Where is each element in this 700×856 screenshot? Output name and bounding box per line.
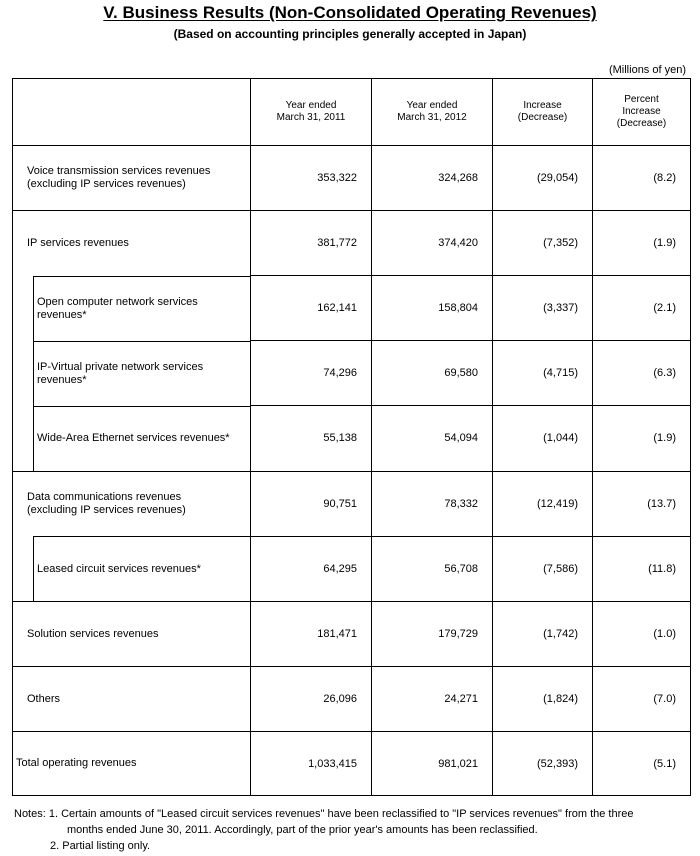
cell-percent: (7.0) (593, 667, 691, 732)
cell-2011: 381,772 (251, 211, 372, 276)
cell-2011: 64,295 (251, 536, 372, 602)
table-header-row (13, 79, 691, 146)
revenue-table (12, 78, 691, 796)
cell-2012: 374,420 (372, 211, 493, 276)
row-label: Others (13, 667, 251, 732)
cell-increase: (3,337) (493, 276, 593, 341)
notes (14, 806, 634, 854)
cell-increase: (1,824) (493, 667, 593, 732)
table-row (13, 536, 691, 602)
header-blank (13, 79, 251, 146)
table-row (13, 276, 691, 341)
header-percent: Percent Increase (Decrease) (593, 79, 691, 146)
table-row (13, 406, 691, 472)
cell-increase: (12,419) (493, 471, 593, 536)
cell-percent: (2.1) (593, 276, 691, 341)
units-label: (Millions of yen) (608, 64, 686, 76)
table-row (13, 341, 691, 406)
header-year-2011: Year ended March 31, 2011 (251, 79, 372, 146)
cell-increase: (52,393) (493, 732, 593, 796)
cell-percent: (11.8) (593, 536, 691, 602)
table-row (13, 602, 691, 667)
cell-2011: 90,751 (251, 471, 372, 536)
table-row (13, 211, 691, 276)
cell-percent: (13.7) (593, 471, 691, 536)
cell-2012: 981,021 (372, 732, 493, 796)
table-row (13, 146, 691, 211)
cell-percent: (1.9) (593, 406, 691, 472)
cell-percent: (1.9) (593, 211, 691, 276)
row-label: Total operating revenues (13, 732, 251, 796)
note-1-line-2: months ended June 30, 2011. Accordingly, part of the prior year's amounts has been reclassified. (67, 824, 538, 836)
header-increase: Increase (Decrease) (493, 79, 593, 146)
row-label: IP services revenues (13, 211, 251, 276)
table-row (13, 471, 691, 536)
cell-percent: (5.1) (593, 732, 691, 796)
note-2: 2. Partial listing only. (50, 840, 151, 852)
cell-increase: (1,742) (493, 602, 593, 667)
cell-2011: 353,322 (251, 146, 372, 211)
note-1-line-1: Notes: 1. Certain amounts of "Leased circuit services revenues" have been reclassified to "IP services revenues" from the three (14, 808, 634, 820)
row-label: Open computer network services revenues* (13, 276, 251, 341)
cell-2012: 78,332 (372, 471, 493, 536)
table-row-total (13, 732, 691, 796)
row-label: Leased circuit services revenues* (13, 536, 251, 602)
cell-2012: 179,729 (372, 602, 493, 667)
cell-2012: 24,271 (372, 667, 493, 732)
page-title: V. Business Results (Non-Consolidated Operating Revenues) (103, 3, 597, 22)
row-label: Voice transmission services revenues (excluding IP services revenues) (13, 146, 251, 211)
row-label: Solution services revenues (13, 602, 251, 667)
cell-2012: 54,094 (372, 406, 493, 472)
cell-2011: 55,138 (251, 406, 372, 472)
row-label: Wide-Area Ethernet services revenues* (13, 406, 251, 472)
cell-increase: (7,352) (493, 211, 593, 276)
cell-2011: 74,296 (251, 341, 372, 406)
cell-increase: (29,054) (493, 146, 593, 211)
row-label: IP-Virtual private network services revenues* (13, 341, 251, 406)
header-year-2012: Year ended March 31, 2012 (372, 79, 493, 146)
cell-2011: 1,033,415 (251, 732, 372, 796)
cell-2012: 324,268 (372, 146, 493, 211)
cell-2011: 181,471 (251, 602, 372, 667)
cell-increase: (7,586) (493, 536, 593, 602)
cell-increase: (1,044) (493, 406, 593, 472)
cell-2012: 56,708 (372, 536, 493, 602)
cell-increase: (4,715) (493, 341, 593, 406)
table-row (13, 667, 691, 732)
cell-percent: (6.3) (593, 341, 691, 406)
cell-2011: 162,141 (251, 276, 372, 341)
row-label: Data communications revenues (excluding IP services revenues) (13, 471, 251, 536)
cell-percent: (8.2) (593, 146, 691, 211)
cell-2012: 158,804 (372, 276, 493, 341)
page-subtitle: (Based on accounting principles generally accepted in Japan) (173, 27, 527, 41)
cell-percent: (1.0) (593, 602, 691, 667)
cell-2011: 26,096 (251, 667, 372, 732)
cell-2012: 69,580 (372, 341, 493, 406)
